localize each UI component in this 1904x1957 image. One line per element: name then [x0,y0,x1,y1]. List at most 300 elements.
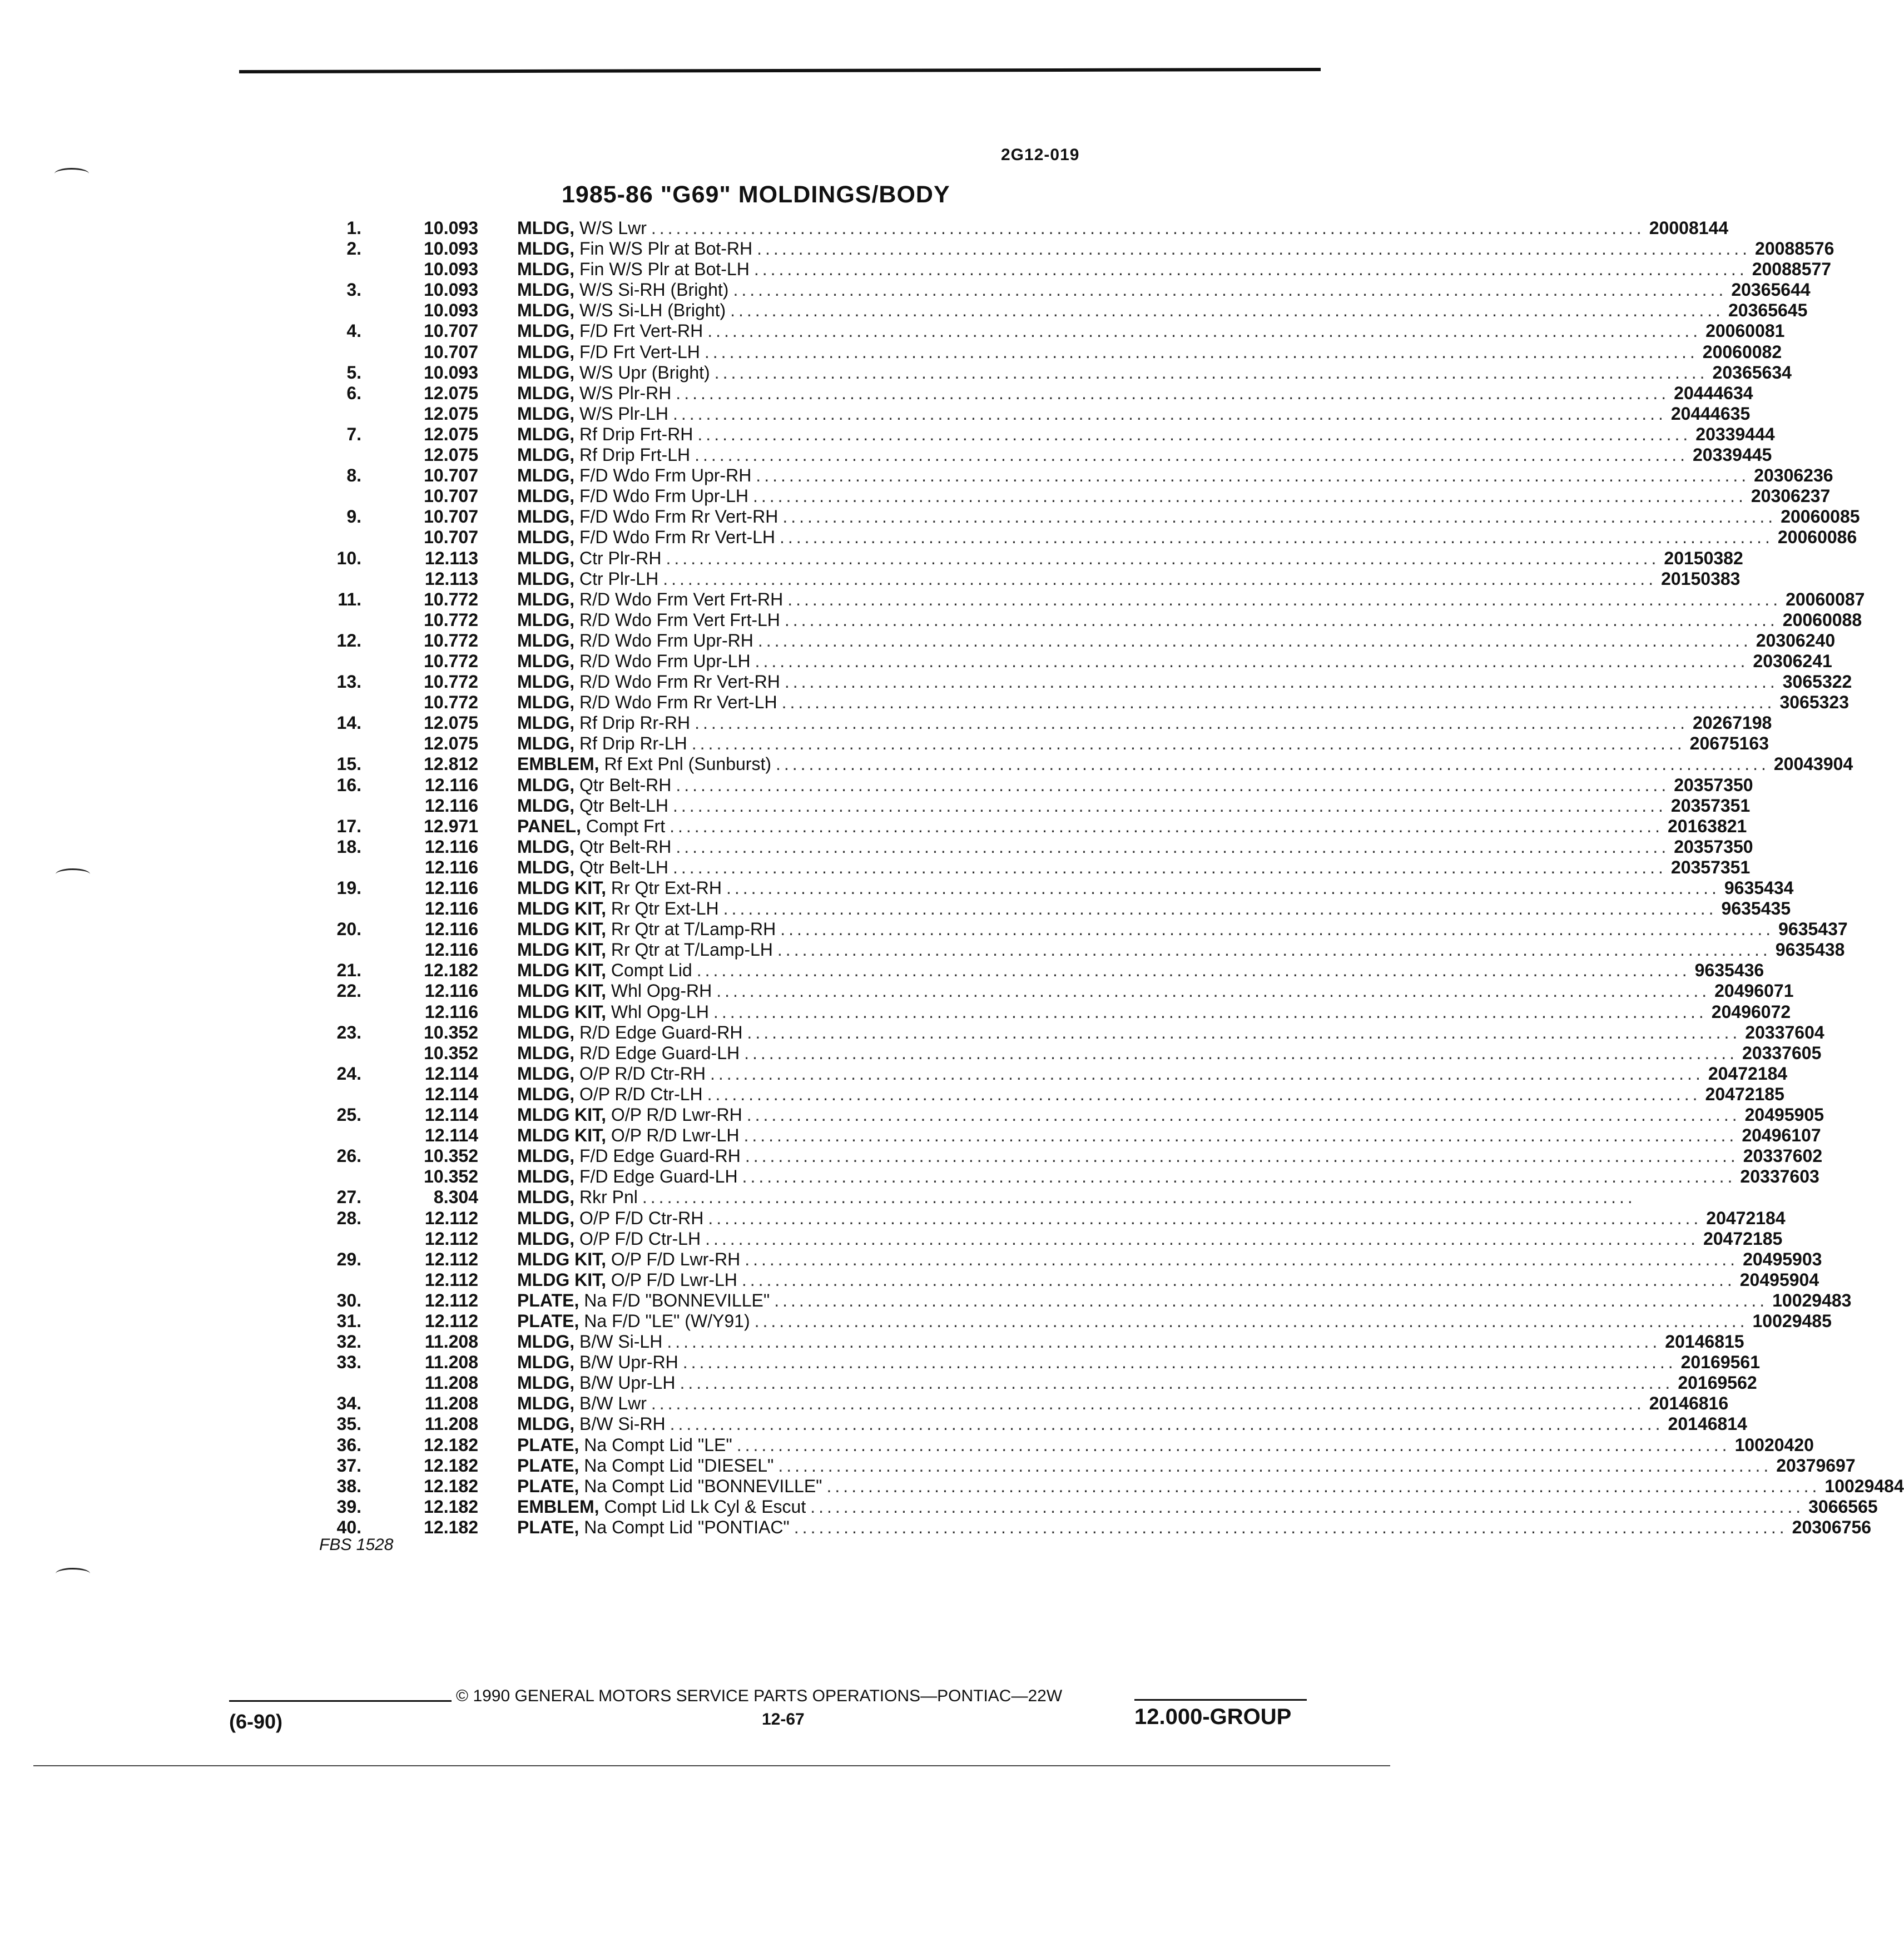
item-number: 36. [336,1434,361,1455]
part-number: 20163821 [1667,816,1747,836]
part-description [517,1435,737,1456]
part-row [311,424,1775,445]
part-row [311,1063,1788,1084]
part-noun: PLATE, [517,1310,579,1331]
part-description [517,816,670,837]
group-number: 10.707 [424,527,478,548]
group-number: 12.113 [424,568,478,589]
dot-leader: ........................................................................................................................ [716,981,1710,1001]
description-line [517,692,1850,713]
dot-leader: ........................................................................................................................ [747,1022,1741,1042]
part-row [311,486,1831,506]
part-description [517,960,697,981]
part-number: 20060087 [1786,589,1865,609]
part-noun: PLATE, [517,1290,579,1310]
dot-leader: ........................................................................................................................ [778,1455,1772,1476]
part-row [311,1393,1729,1414]
dot-leader: ........................................................................................................................ [780,919,1774,940]
part-modifier: F/D Wdo Frm Upr-LH [579,486,748,506]
part-modifier: R/D Wdo Frm Rr Vert-LH [579,692,777,713]
description-line [517,1269,1819,1290]
group-number: 11.208 [424,1352,478,1373]
part-number: 20146816 [1649,1393,1729,1414]
part-number: 20379697 [1776,1455,1856,1476]
part-description [517,651,755,672]
description-line [517,1166,1819,1187]
group-number: 12.116 [424,795,478,816]
part-row [311,239,1834,259]
part-number: 20337603 [1740,1166,1819,1187]
part-modifier: Rr Qtr at T/Lamp-LH [611,940,773,960]
part-modifier: F/D Wdo Frm Rr Vert-LH [579,527,775,548]
description-line [517,1310,1832,1332]
description-line [517,1022,1824,1043]
item-number: 24. [336,1063,361,1084]
item-number: 3. [346,280,361,300]
description-line [517,1208,1786,1229]
description-line [517,878,1794,898]
group-number: 10.707 [424,486,478,506]
group-number: 10.772 [424,692,478,713]
description-line [517,527,1857,548]
part-description [517,1084,707,1105]
part-noun: MLDG, [517,218,575,238]
description-line [517,1393,1729,1414]
part-row [311,1001,1791,1022]
description-line [517,816,1747,837]
group-number: 11.208 [424,1373,478,1393]
part-noun: MLDG, [517,280,575,300]
part-row [311,919,1848,940]
part-description [517,1270,742,1290]
part-noun: EMBLEM, [517,754,599,774]
dot-leader: ........................................................................................................................ [705,1228,1699,1249]
part-noun: MLDG, [517,692,575,713]
part-description [517,589,787,610]
group-number: 12.116 [424,898,478,919]
part-number: 20306240 [1756,630,1836,650]
dot-leader: ........................................................................................................................ [682,1352,1677,1373]
item-number: 10. [336,548,361,568]
part-description [517,321,707,341]
item-number: 8. [346,465,361,486]
part-row [311,321,1785,341]
part-description [517,1002,713,1022]
part-row [311,1146,1823,1166]
item-number: 11. [338,589,361,609]
part-description [517,1414,670,1434]
group-number: 12.075 [424,424,478,444]
part-number: 20060081 [1705,321,1785,341]
group-number: 12.112 [424,1269,478,1290]
dot-leader: ........................................................................................................................ [784,672,1778,692]
part-noun: PLATE, [517,1517,579,1537]
part-modifier: Compt Lid Lk Cyl & Escut [604,1496,806,1517]
part-modifier: Compt Frt [586,816,666,836]
item-number: 14. [336,713,361,733]
description-line [517,239,1834,259]
part-description [517,1249,745,1270]
dot-leader: ........................................................................................................................ [736,1434,1731,1455]
description-line [517,465,1833,486]
group-number: 12.114 [424,1125,478,1146]
part-description [517,527,780,548]
description-line [517,919,1848,940]
dot-leader: ........................................................................................................................ [774,1290,1768,1310]
part-number: 20472185 [1705,1084,1784,1104]
part-noun: MLDG KIT, [517,1125,606,1146]
dot-leader: ........................................................................................................................ [755,650,1749,671]
part-description [517,1229,705,1249]
part-number: 20150382 [1664,548,1743,568]
group-number: 10.772 [424,650,478,671]
part-number: 20495905 [1744,1105,1824,1125]
description-line [517,1352,1760,1373]
part-noun: PANEL, [517,816,581,836]
part-row [311,527,1857,548]
part-description [517,1497,810,1517]
part-modifier: O/P R/D Ctr-RH [579,1063,706,1084]
description-line [517,836,1753,857]
item-number: 9. [346,506,361,527]
part-number: 20169561 [1680,1352,1760,1373]
group-number: 12.075 [424,445,478,465]
page-id: 2G12-019 [1001,146,1080,164]
part-number: 20357350 [1674,774,1753,795]
part-row [311,609,1862,630]
part-modifier: Na F/D "LE" (W/Y91) [584,1310,750,1331]
part-number: 20060088 [1782,609,1862,630]
part-description [517,1373,680,1393]
part-modifier: O/P F/D Lwr-LH [611,1269,737,1290]
part-number: 9635438 [1775,940,1845,960]
description-line [517,733,1769,754]
part-modifier: W/S Lwr [579,218,647,238]
part-noun: MLDG, [517,383,575,403]
part-modifier: Rf Drip Frt-LH [579,445,691,465]
part-description [517,754,776,774]
part-number: 9635436 [1694,960,1764,981]
part-row [311,403,1751,424]
part-modifier: Na F/D "BONNEVILLE" [584,1290,770,1310]
description-line [517,857,1751,878]
part-number: 20675163 [1689,733,1769,754]
part-noun: MLDG, [517,486,575,506]
part-noun: MLDG, [517,1042,575,1063]
part-row [311,1290,1852,1311]
bottom-rule [33,1765,1390,1766]
part-noun: MLDG, [517,650,575,671]
group-number: 12.116 [424,774,478,795]
part-row [311,259,1832,280]
group-number: 12.812 [424,754,478,774]
group-number: 12.114 [424,1084,478,1104]
dot-leader: ........................................................................................................................ [707,321,1702,341]
group-number: 12.182 [424,1434,478,1455]
group-number: 10.772 [424,609,478,630]
group-number: 12.182 [424,960,478,981]
dot-leader: ........................................................................................................................ [741,1269,1736,1290]
group-number: 12.075 [424,733,478,754]
dot-leader: ........................................................................................................................ [787,589,1782,609]
dot-leader: ........................................................................................................................ [651,218,1645,238]
part-number: 20472185 [1703,1228,1783,1249]
item-number: 20. [336,919,361,940]
part-row [311,898,1791,919]
dot-leader: ........................................................................................................................ [782,506,1777,527]
description-line [517,1373,1757,1393]
part-description [517,1043,744,1064]
part-number: 9635437 [1778,919,1848,940]
part-row [311,672,1852,692]
part-number: 20146814 [1668,1414,1747,1434]
description-line [517,960,1764,981]
description-line [517,1290,1852,1311]
part-row [311,1249,1822,1270]
part-noun: EMBLEM, [517,1496,599,1517]
part-noun: MLDG KIT, [517,898,606,919]
item-number: 7. [346,424,361,444]
item-number: 31. [336,1310,361,1331]
dot-leader: ........................................................................................................................ [745,1249,1739,1269]
description-line [517,424,1775,445]
description-line [517,1434,1814,1456]
dot-leader: ........................................................................................................................ [743,1125,1738,1146]
part-row [311,1310,1832,1332]
part-noun: MLDG, [517,836,575,857]
dot-leader: ........................................................................................................................ [780,527,1773,548]
part-row [311,1476,1904,1497]
description-line [517,548,1743,569]
part-modifier: O/P F/D Ctr-RH [579,1208,704,1228]
item-number: 15. [336,754,361,774]
description-line [517,1496,1878,1517]
part-number [1636,1187,1640,1208]
dot-leader: ........................................................................................................................ [733,280,1727,300]
part-modifier: Fin W/S Plr at Bot-LH [579,259,750,280]
part-number: 20337604 [1745,1022,1824,1042]
description-line [517,1042,1822,1064]
part-modifier: B/W Lwr [579,1393,647,1414]
part-description [517,239,757,259]
part-modifier: Na Compt Lid "LE" [584,1434,732,1455]
part-modifier: O/P F/D Lwr-RH [611,1249,741,1269]
part-number: 20444635 [1670,403,1751,424]
part-noun: MLDG, [517,568,575,589]
part-modifier: F/D Frt Vert-LH [579,341,700,362]
part-noun: MLDG KIT, [517,1249,606,1269]
part-description [517,280,733,300]
part-modifier: R/D Edge Guard-RH [579,1022,743,1042]
part-description [517,672,785,692]
dot-leader: ........................................................................................................................ [744,1042,1738,1063]
group-number: 12.116 [424,919,478,940]
part-noun: MLDG, [517,630,575,650]
footer-date: (6-90) [229,1710,283,1733]
group-number: 10.707 [424,465,478,486]
description-line [517,1125,1821,1146]
binder-hole-mark [54,168,89,180]
footer-page-number: 12-67 [762,1710,805,1728]
part-noun: MLDG, [517,1187,575,1208]
part-noun: MLDG, [517,589,575,609]
part-noun: MLDG KIT, [517,960,606,981]
dot-leader: ........................................................................................................................ [784,609,1778,630]
item-number: 35. [336,1414,361,1434]
part-description [517,1064,710,1084]
parts-list [311,218,1904,1538]
part-row [311,1228,1783,1249]
dot-leader: ........................................................................................................................ [714,362,1708,383]
part-description [517,1022,747,1043]
part-modifier: Fin W/S Plr at Bot-RH [579,239,753,259]
group-number: 12.116 [424,940,478,960]
part-number: 20496071 [1714,981,1794,1001]
dot-leader: ........................................................................................................................ [708,1208,1702,1228]
part-noun: MLDG, [517,424,575,444]
part-row [311,568,1741,589]
part-row [311,1332,1744,1352]
group-number: 10.707 [424,341,478,362]
dot-leader: ........................................................................................................................ [663,568,1657,589]
group-number: 10.093 [424,239,478,259]
dot-leader: ........................................................................................................................ [697,424,1692,444]
description-line [517,1146,1823,1166]
dot-leader: ........................................................................................................................ [713,1001,1707,1022]
part-description [517,610,785,630]
item-number: 26. [336,1146,361,1166]
part-description [517,1146,745,1166]
part-row [311,1208,1786,1229]
group-number: 12.114 [424,1105,478,1125]
description-line [517,383,1753,404]
part-row [311,1352,1760,1373]
description-line [517,321,1785,341]
description-line [517,486,1831,506]
dot-leader: ........................................................................................................................ [745,1146,1739,1166]
dot-leader: ........................................................................................................................ [704,341,1698,362]
part-noun: PLATE, [517,1434,579,1455]
item-number: 33. [336,1352,361,1373]
description-line [517,754,1853,774]
dot-leader: ........................................................................................................................ [742,1166,1736,1187]
description-line [517,672,1852,692]
part-noun: MLDG, [517,1332,575,1352]
part-row [311,754,1853,774]
part-description [517,1476,827,1497]
part-modifier: Qtr Belt-LH [579,857,669,877]
description-line [517,1105,1824,1125]
part-number: 3065322 [1782,672,1852,692]
description-line [517,506,1860,527]
part-modifier: B/W Upr-RH [579,1352,678,1373]
part-number: 20169562 [1678,1373,1757,1393]
item-number: 23. [336,1022,361,1042]
part-description [517,1311,755,1332]
group-number: 10.093 [424,300,478,321]
part-number: 20472184 [1706,1208,1786,1228]
part-noun: MLDG, [517,239,575,259]
description-line [517,218,1729,239]
description-line [517,568,1741,589]
part-noun: MLDG KIT, [517,981,606,1001]
part-noun: MLDG, [517,1022,575,1042]
item-number: 32. [336,1332,361,1352]
part-modifier: Ctr Plr-LH [579,568,659,589]
part-number: 20339444 [1695,424,1775,444]
fbs-code: FBS 1528 [319,1536,394,1554]
part-row [311,836,1753,857]
part-noun: MLDG, [517,341,575,362]
part-noun: MLDG KIT, [517,878,606,898]
part-noun: MLDG, [517,1228,575,1249]
group-number: 12.116 [424,1001,478,1022]
part-description [517,1187,642,1208]
footer-group: 12.000-GROUP [1134,1705,1292,1729]
part-row [311,300,1808,321]
part-row [311,630,1836,651]
part-row [311,1434,1814,1456]
part-row [311,1414,1747,1434]
group-number: 12.182 [424,1496,478,1517]
part-number: 20337605 [1742,1042,1822,1063]
part-noun: MLDG, [517,774,575,795]
group-number: 12.182 [424,1517,478,1537]
part-description [517,775,676,796]
part-row [311,878,1794,898]
part-description [517,713,695,733]
item-number: 29. [336,1249,361,1269]
item-number: 6. [346,383,361,403]
dot-leader: ........................................................................................................................ [666,548,1660,568]
description-line [517,362,1792,383]
dot-leader: ........................................................................................................................ [695,445,1688,465]
part-noun: MLDG, [517,548,575,568]
dot-leader: ........................................................................................................................ [695,713,1688,733]
part-modifier: Ctr Plr-RH [579,548,662,568]
part-row [311,218,1729,239]
description-line [517,280,1811,300]
part-modifier: Compt Lid [611,960,692,981]
group-number: 10.352 [424,1042,478,1063]
part-row [311,383,1753,404]
part-noun: MLDG, [517,362,575,383]
group-number: 10.352 [424,1022,478,1042]
part-number: 20495903 [1743,1249,1822,1269]
part-description [517,362,715,383]
description-line [517,774,1753,796]
group-number: 12.075 [424,403,478,424]
item-number: 12. [336,630,361,650]
part-number: 20496072 [1711,1001,1791,1022]
part-row [311,774,1753,796]
part-noun: MLDG KIT, [517,1001,606,1022]
part-modifier: F/D Wdo Frm Upr-RH [579,465,752,486]
part-modifier: B/W Si-LH [579,1332,663,1352]
dot-leader: ........................................................................................................................ [752,486,1747,506]
dot-leader: ........................................................................................................................ [691,733,1685,754]
part-description [517,919,780,940]
part-row [311,1455,1856,1476]
part-description [517,259,754,280]
dot-leader: ........................................................................................................................ [672,403,1667,424]
part-number: 20337602 [1743,1146,1823,1166]
part-modifier: Rf Drip Rr-RH [579,713,691,733]
group-number: 12.971 [424,816,478,836]
group-number: 10.352 [424,1166,478,1187]
description-line [517,713,1772,733]
part-number: 20365634 [1712,362,1792,383]
